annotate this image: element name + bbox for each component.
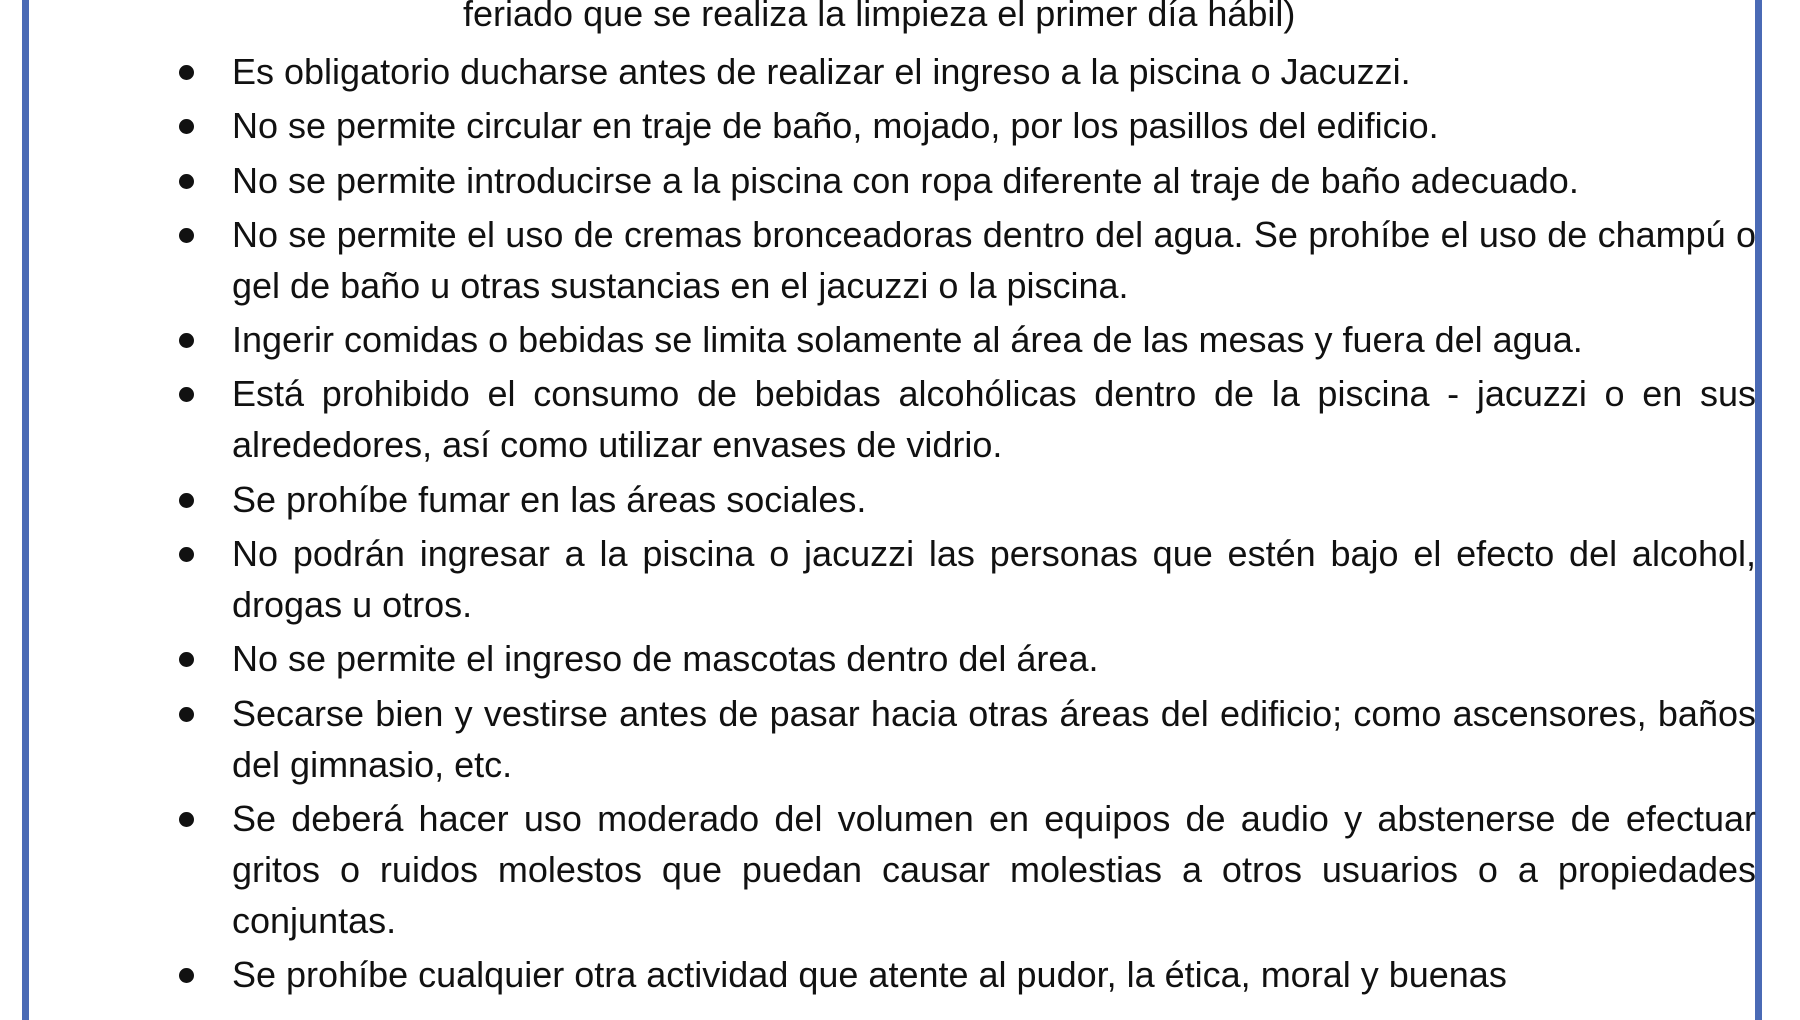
bullet-icon <box>179 333 194 348</box>
rule-text: Se prohíbe fumar en las áreas sociales. <box>232 478 867 520</box>
list-item <box>169 528 1756 630</box>
bullet-icon <box>179 65 194 80</box>
bullet-icon <box>179 652 194 667</box>
rule-text: No se permite introducirse a la piscina con ropa diferente al traje de baño adecuado. <box>232 159 1579 201</box>
document-frame <box>22 0 1762 1020</box>
continued-text: feriado que se realiza la limpieza el primer día hábil) <box>463 0 1296 34</box>
list-item <box>169 100 1756 151</box>
bullet-icon <box>179 174 194 189</box>
bullet-icon <box>179 493 194 508</box>
bullet-icon <box>179 547 194 562</box>
list-item <box>169 368 1756 470</box>
list-item <box>169 314 1756 365</box>
rule-text: No se permite circular en traje de baño, mojado, por los pasillos del edificio. <box>232 105 1439 147</box>
bullet-icon <box>179 707 194 722</box>
bullet-icon <box>179 387 194 402</box>
rule-text: No podrán ingresar a la piscina o jacuzzi las personas que estén bajo el efecto del alcohol, drogas u otros. <box>232 533 1756 626</box>
list-item <box>169 633 1756 684</box>
rule-text: Está prohibido el consumo de bebidas alcohólicas dentro de la piscina - jacuzzi o en sus alrededores, así como utilizar envases de vidrio. <box>232 373 1756 466</box>
list-item <box>169 793 1756 946</box>
rule-text: No se permite el uso de cremas bronceadoras dentro del agua. Se prohíbe el uso de champú o gel de baño u otras sustancias en el jacuzzi o la piscina. <box>232 213 1756 306</box>
rule-text: No se permite el ingreso de mascotas dentro del área. <box>232 638 1099 680</box>
list-item <box>169 209 1756 311</box>
list-item <box>169 949 1756 1000</box>
list-item <box>169 688 1756 790</box>
list-item <box>169 155 1756 206</box>
bullet-icon <box>179 228 194 243</box>
rule-text: Es obligatorio ducharse antes de realizar el ingreso a la piscina o Jacuzzi. <box>232 51 1411 92</box>
bullet-icon <box>179 968 194 983</box>
list-item <box>169 474 1756 525</box>
bullet-icon <box>179 812 194 827</box>
rules-list <box>169 46 1756 1004</box>
list-item <box>169 46 1756 97</box>
bullet-icon <box>179 119 194 134</box>
rule-text: Ingerir comidas o bebidas se limita solamente al área de las mesas y fuera del agua. <box>232 319 1583 361</box>
rule-text: Se deberá hacer uso moderado del volumen en equipos de audio y abstenerse de efectuar gritos o ruidos molestos que puedan causar molestias a otros usuarios o a propiedades conjuntas. <box>232 797 1756 941</box>
rule-text: Secarse bien y vestirse antes de pasar hacia otras áreas del edificio; como ascensores, baños del gimnasio, etc. <box>232 692 1756 785</box>
rule-text: Se prohíbe cualquier otra actividad que atente al pudor, la ética, moral y buenas <box>232 954 1507 996</box>
